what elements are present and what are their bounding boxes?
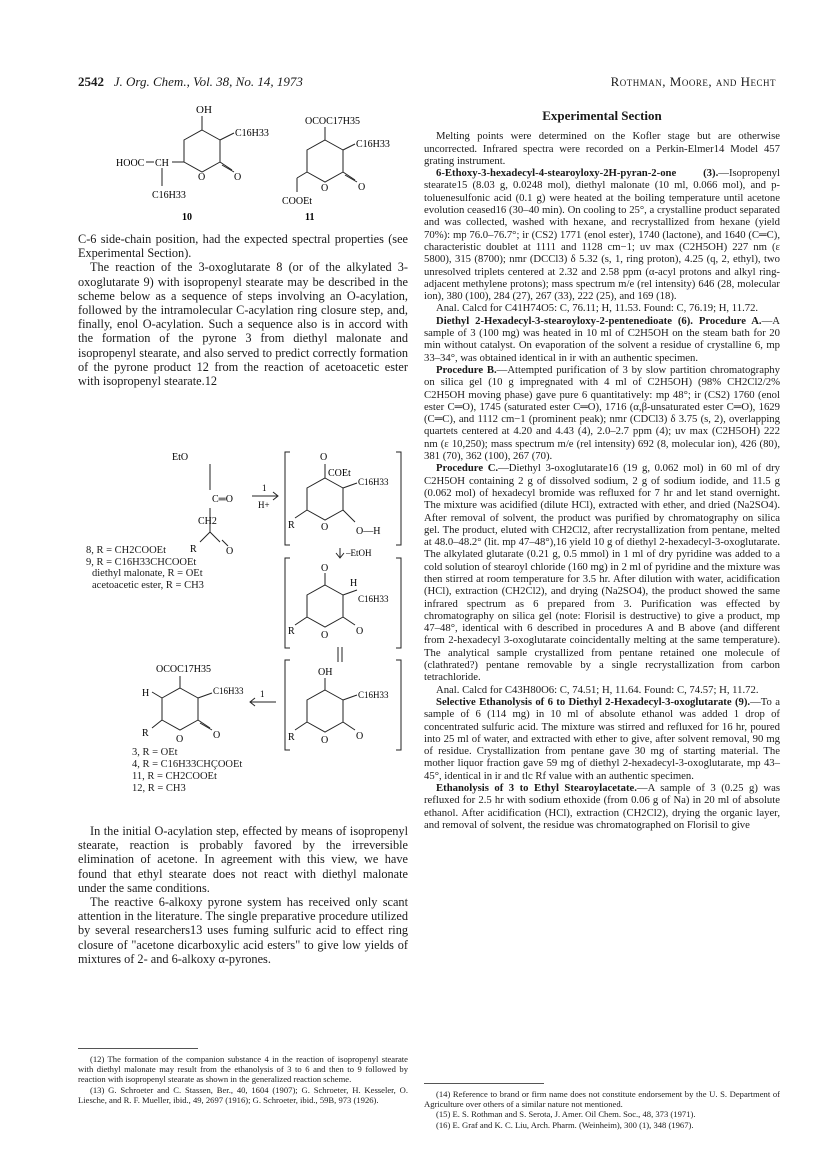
footnotes-right <box>424 1089 780 1130</box>
compound-number-10: 10 <box>182 212 192 223</box>
int1-coet: COEt <box>328 468 351 479</box>
c11-cooet: COOEt <box>282 196 312 207</box>
footnote-16: (16) E. Graf and K. C. Liu, Arch. Pharm. (Weinheim), 300 (1), 348 (1967). <box>436 1119 694 1130</box>
c11-ococ: OCOC17H35 <box>305 116 361 127</box>
int1-alkyl: C16H33 <box>358 477 389 487</box>
scheme-ch2: CH2 <box>198 516 217 527</box>
c11-carbonyl-o: O <box>358 182 366 193</box>
structures-10-11 <box>110 100 390 225</box>
analysis-6: Anal. Calcd for C43H80O6: C, 74.51; H, 11.64. Found: C, 74.57; H, 11.72. <box>436 683 759 696</box>
scheme-r: R <box>190 544 197 555</box>
scheme-label: diethyl malonate, R = OEt <box>92 568 203 579</box>
reaction-scheme <box>80 450 405 760</box>
footnote-12: (12) The formation of the companion substance 4 in the reaction of isopropenyl stearate with diethyl malonate may result from the ethanolysis of 3 to 6 and then to 9 followed by reaction with isopropenyl stearate as shown in the generalized reaction scheme. <box>78 1054 408 1085</box>
procedure-heading: Procedure C. <box>436 462 499 475</box>
procedure-heading: Ethanolysis of 3 to Ethyl Stearoylacetate. <box>436 782 637 795</box>
c10-alkyl-bottom: C16H33 <box>152 190 186 201</box>
procedure-heading: Selective Ethanolysis of 6 to Diethyl 2-Hexadecyl-3-oxoglutarate (9). <box>436 695 751 708</box>
procedure-ethanolysis-3: Ethanolysis of 3 to Ethyl Stearoylacetate.—A sample of 3 (0.25 g) was refluxed for 2.5 hr with sodium ethoxide (from 0.06 g of Na) in 20 ml of absolute ethanol. After acidification (HCl), extraction (CH2Cl2), drying the organic layer, and removal of solvent, the residue was chromatographed on Florisil to give <box>424 782 780 831</box>
scheme-label: 12, R = CH3 <box>132 783 186 794</box>
keto-h: H <box>350 578 358 589</box>
enol-r: R <box>288 732 295 743</box>
product-alkyl: C16H33 <box>213 686 244 696</box>
keto-alkyl: C16H33 <box>358 594 389 604</box>
ethanol-loss: –EtOH <box>346 548 372 558</box>
section-title: Experimental Section <box>542 108 662 123</box>
journal-citation: J. Org. Chem., Vol. 38, No. 14, 1973 <box>113 74 303 89</box>
keto-r: R <box>288 626 295 637</box>
footnote-rule-right <box>424 1083 544 1084</box>
c10-oh: OH <box>196 104 212 116</box>
procedure-heading: Procedure B. <box>436 363 497 376</box>
paragraph-alkoxy-pyrone: The reactive 6-alkoxy pyrone system has received only scant attention in the literature. The single preparative procedure utilized by several researchers13 uses fuming sulfuric acid to effect ring closure of "acetone dicarboxylic acid esters" to give low yields of mixtures of 2- and 6-alkoxy α-pyrones. <box>78 895 408 966</box>
enol-carbonyl-o: O <box>356 731 364 742</box>
compound-number-11: 11 <box>305 212 315 223</box>
enol-oh: OH <box>318 667 333 678</box>
c10-alkyl-top: C16H33 <box>235 128 269 139</box>
footnote-13: (13) G. Schroeter and C. Stassen, Ber., 40, 1604 (1907); G. Schroeter, H. Kesseler, O. Liesche, and R. F. Mueller, ibid., 49, 2697 (1916); G. Schroeter, ibid., 59B, 973 (1926). <box>78 1084 408 1105</box>
enol-alkyl: C16H33 <box>358 690 389 700</box>
procedure-heading: 6-Ethoxy-3-hexadecyl-4-stearoyloxy-2H-pyran-2-one (3). <box>436 167 719 180</box>
enol-ring-o: O <box>321 735 329 746</box>
arrow-1-label: 1 <box>262 483 267 493</box>
keto-carbonyl-o: O <box>356 626 364 637</box>
footnote-15: (15) E. S. Rothman and S. Serota, J. Amer. Oil Chem. Soc., 48, 373 (1971). <box>436 1109 696 1120</box>
experimental-section <box>424 110 780 831</box>
scheme-label: 4, R = C16H33CHÇOOEt <box>132 759 243 770</box>
product-ococ: OCOC17H35 <box>156 664 212 675</box>
footnote-rule-left <box>78 1048 198 1049</box>
procedure-ethanolysis-6: Selective Ethanolysis of 6 to Diethyl 2-Hexadecyl-3-oxoglutarate (9).—To a sample of 6 (114 mg) in 10 ml of absolute ethanol was added 1 drop of concentrated sulfuric acid. The mixture was stirred and refluxed for 16 hr, poured into 25 ml of water, and extracted with ether to give, after solvent removal, 90 mg of residue. Crystallization from pentane gave 30 mg of starting material. The mother liquor fraction gave 59 mg of diethyl 2-hexadecyl-3-oxoglutarate, mp 43–45°, identical in ir and tlc Rf value with an authentic specimen. <box>424 695 780 782</box>
scheme-labels-top <box>86 545 204 591</box>
procedure-compound-3: 6-Ethoxy-3-hexadecyl-4-stearoyloxy-2H-pyran-2-one (3).—Isopropenyl stearate15 (8.03 g, 0.0248 mol), diethyl malonate (10 ml, 0.066 mol), and p-toluenesulfonic acid (0.1 g) were heated at the boiling temperature until acetone evolution ceased16 (30–40 min). On cooling to 25°, a crystalline product separated and was collected, washed with hexane, and recrystallized from hexane (yield 70%): mp 76.0–76.7°; ir (CS2) 1771 (enol ester), 1740 (lactone), and 1640 (C═C), characteristic doublet at 1111 and 1128 cm−1; uv max (C2H5OH) 227 nm (ε 5800), 315 (8700); nmr (DCCl3) δ 5.32 (s, 1, ring proton), 4.25 (q, 2, ethyl), two unresolved triplets centered at 2.32 and 2.58 ppm (α-acyl protons and alkyl ring-adjacent methylene protons); mass spectrum m/e (rel intensity) 646 (28, molecular ion), 380 (100), 284 (27), 267 (33), 222 (25), and 169 (18). <box>424 167 780 303</box>
footnotes-left <box>78 1054 408 1105</box>
keto-ring-o: O <box>321 630 329 641</box>
c11-alkyl: C16H33 <box>356 139 390 150</box>
int1-oh: O—H <box>356 526 381 537</box>
running-head-authors: Rothman, Moore, and Hecht <box>610 74 776 89</box>
keto-o: O <box>321 563 329 574</box>
pyrone-ring-11 <box>307 140 343 182</box>
footnote-14: (14) Reference to brand or firm name does not constitute endorsement by the U. S. Department of Agriculture over others of a similar nature not mentioned. <box>424 1089 780 1110</box>
c10-ch: CH <box>155 158 169 169</box>
scheme-label: 3, R = OEt <box>132 747 178 758</box>
scheme-label: 8, R = CH2COOEt <box>86 545 167 556</box>
product-ring-o: O <box>176 734 184 745</box>
running-head-left <box>78 74 303 90</box>
scheme-label: acetoacetic ester, R = CH3 <box>92 579 204 591</box>
left-column-upper <box>78 232 408 388</box>
left-column-lower <box>78 824 408 966</box>
scheme-co: C═O <box>212 494 233 505</box>
int1-r: R <box>288 520 295 531</box>
product-r: R <box>142 728 149 739</box>
page-number: 2542 <box>78 74 104 89</box>
scheme-label: 11, R = CH2COOEt <box>132 771 217 782</box>
paragraph-scheme-intro: The reaction of the 3-oxoglutarate 8 (or of the alkylated 3-oxoglutarate 9) with isopropenyl stearate may be described in the scheme below as a sequence of steps involving an O-acylation, followed by the intramolecular C-acylation ring closure step, and, finally, enol O-acylation. Such a sequence also is in accord with the formation of the pyrone 3 from diethyl malonate and isopropenyl stearate, and also served to predict correctly formation of the pyrone product 12 from the reaction of acetoacetic ester with isopropenyl stearate.12 <box>78 260 408 389</box>
procedure-b: Procedure B.—Attempted purification of 3 by slow partition chromatography on silica gel (10 g impregnated with 4 ml of C2H5OH) (98% CH2Cl2/2% C2H5OH moving phase) gave pure 6 quantitatively: mp 48°; ir (CS2) 1760 (enol ester C═O), 1745 (saturated ester C═O), 1716 (α,β-unsaturated ester C═O), 1629 (C═C), and 1112 cm−1 (prominent peak); nmr (CDCl3) δ 3.75 (s, 2), overlapping quartets centered at 4.20 and 4.43 (4), 2.0–2.7 ppm (4); uv max (C2H5OH) 222 nm (ε 10,250); mass spectrum m/e (rel intensity) 692 (8, molecular ion), 426 (80), 381 (70), 362 (100), 267 (70). <box>424 363 780 463</box>
c10-hooc: HOOC <box>116 158 145 169</box>
scheme-eto: EtO <box>172 452 189 463</box>
procedure-compound-6: Diethyl 2-Hexadecyl-3-stearoyloxy-2-pentenedioate (6). Procedure A.—A sample of 3 (100 mg) was heated in 10 ml of C2H5OH on the steam bath for 20 min without catalyst. On evaporation of the solvent a residue of crystalline 6, mp 33–34°, was obtained identical in ir with an authentic specimen. <box>424 314 780 364</box>
arrow-1-catalyst: H+ <box>258 500 270 510</box>
procedure-c: Procedure C.—Diethyl 3-oxoglutarate16 (19 g, 0.062 mol) in 60 ml of dry C2H5OH containing 2 g of dissolved sodium, 2 g of sodium iodide, and 11.5 g (0.062 mol) of hexadecyl bromide was refluxed for 7 hr and let stand overnight. The mixture was acidified (dilute HCl), extracted with ether, and dried (Na2SO4). After removal of solvent, the product was purified by chromatography on silica gel. The product, eluted with CH2Cl2, after recrystallization from pentane, melted at 48.0–48.2° (lit. mp 47–48°),16 yield 10 g of diethyl 2-hexadecyl-3-oxoglutarate. The alkylated glutarate (0.21 g, 0.5 mmol) in 1 ml of dry pyridine was added to a cold solution of stearoyl chloride (160 mg) in 2 ml of pyridine and the mixture was then stirred at room temperature for 3.5 hr. After dilution with water, acidification (HCl), extraction (CH2Cl2), and drying (Na2SO4), the product showed the same infrared spectrum as 6 prepared from 3. Purification was effected by chromatography on silica gel (note: Florisil is destructive) to give a product, mp 47–48°, identical with 6 described in procedures A and B above (and different from 2-hexadecyl 3-oxoglutarate coincidentally melting at the same temperature). The analytical sample crystallized from pentane retained one molecule of (clathrated?) pentane removable by a single recrystallization from carbon tetrachloride. <box>424 462 780 684</box>
arrow-2-label: 1 <box>260 689 265 699</box>
analysis-3: Anal. Calcd for C41H74O5: C, 76.11; H, 11.53. Found: C, 76.19; H, 11.72. <box>436 302 759 315</box>
c10-carbonyl-o: O <box>234 172 242 183</box>
paragraph-continued: C-6 side-chain position, had the expected spectral properties (see Experimental Section). <box>78 232 408 261</box>
c10-ring-o: O <box>198 172 206 183</box>
product-h: H <box>142 688 150 699</box>
int1-ring-o: O <box>321 522 329 533</box>
int1-o: O <box>320 452 328 463</box>
c11-ring-o: O <box>321 183 329 194</box>
scheme-labels-bottom <box>132 747 242 795</box>
product-carbonyl-o: O <box>213 730 221 741</box>
experimental-intro: Melting points were determined on the Kofler stage but are otherwise uncorrected. Infrared spectra were recorded on a Perkin-Elmer14 Model 457 grating instrument. <box>424 130 780 167</box>
procedure-heading: Diethyl 2-Hexadecyl-3-stearoyloxy-2-pentenedioate (6). <box>436 314 693 327</box>
scheme-o: O <box>226 546 234 557</box>
pyrone-ring-10 <box>184 130 220 172</box>
scheme-label: 9, R = C16H33CHCOOEt <box>86 556 197 568</box>
paragraph-o-acylation: In the initial O-acylation step, effected by means of isopropenyl stearate, reaction is probably favored by the irreversible elimination of acetone. In agreement with this view, we have found that ethyl stearate does not react with diethyl malonate under the same conditions. <box>78 824 408 895</box>
